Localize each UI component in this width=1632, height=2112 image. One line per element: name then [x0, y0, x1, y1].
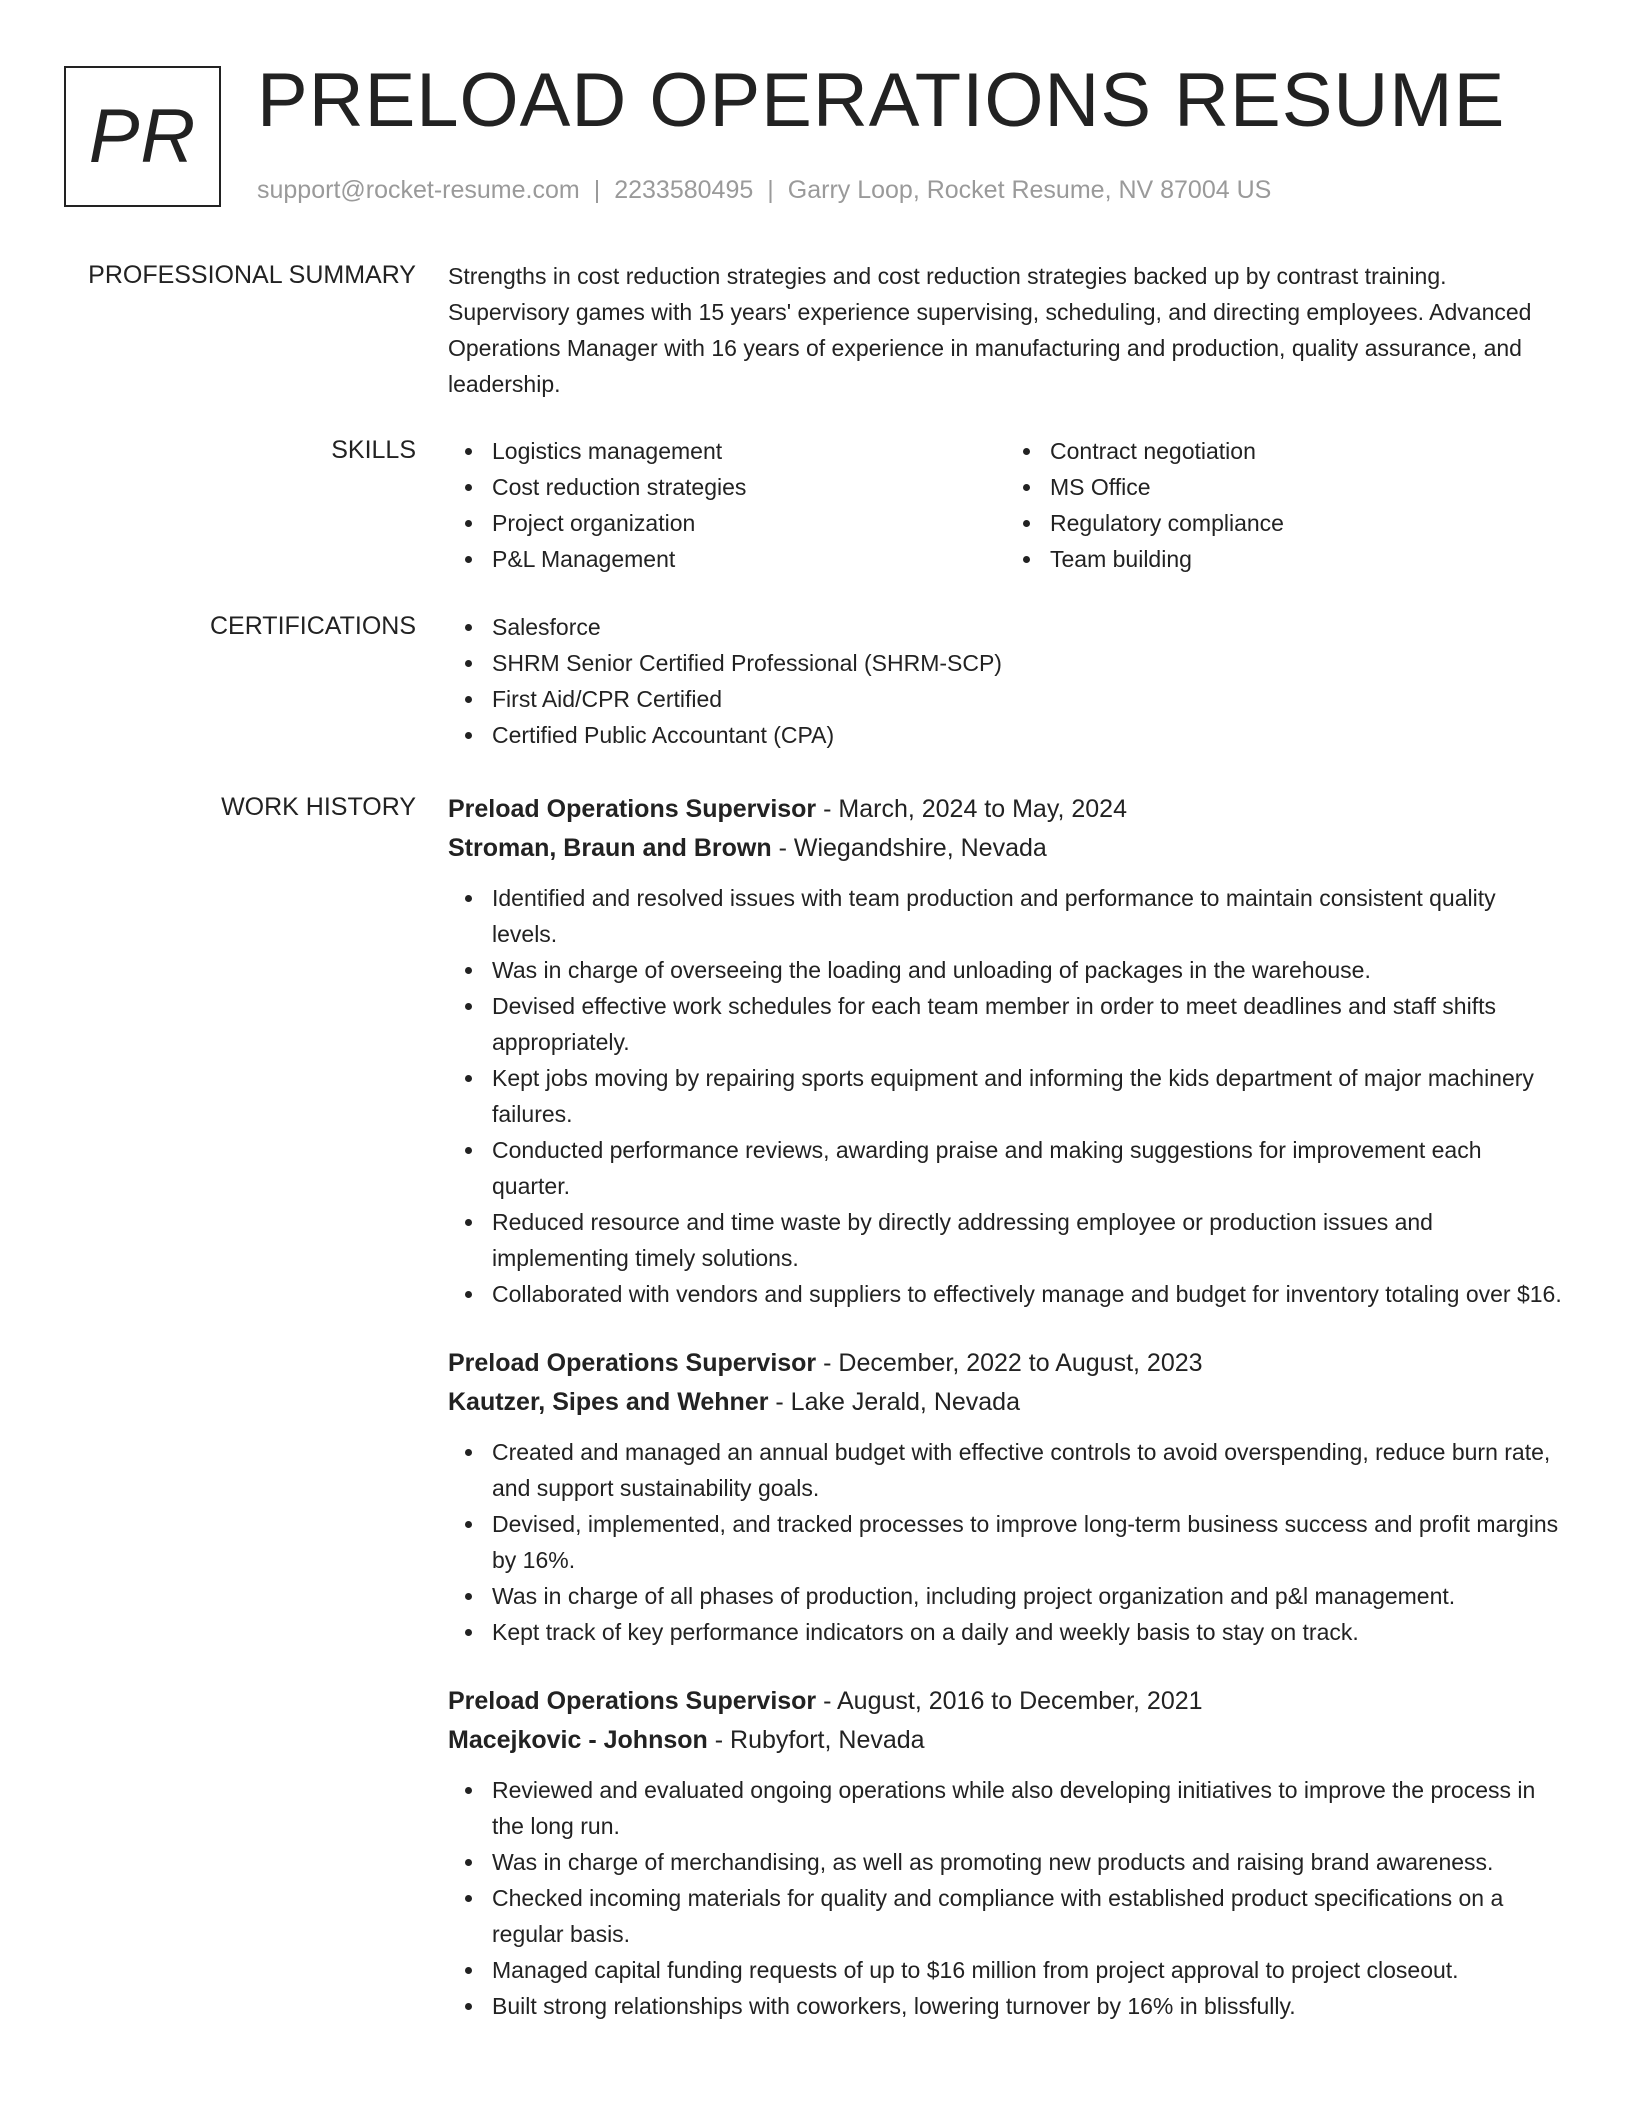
job-duty: Managed capital funding requests of up to $16 million from project approval to project closeout. [492, 1952, 1564, 1988]
job-company-line [448, 829, 1564, 868]
job-title: Preload Operations Supervisor [448, 795, 817, 823]
job-duty: Collaborated with vendors and suppliers to effectively manage and budget for inventory totaling over $16. [492, 1276, 1564, 1312]
job-title-line [448, 1344, 1564, 1383]
skill-item: Contract negotiation [1050, 433, 1564, 469]
job-duty: Checked incoming materials for quality and compliance with established product specifications on a regular basis. [492, 1880, 1564, 1952]
contact-email: support@rocket-resume.com [257, 176, 580, 204]
job-duty: Kept jobs moving by repairing sports equipment and informing the kids department of major machinery failures. [492, 1060, 1564, 1132]
section-label-work-history: WORK HISTORY [221, 793, 416, 821]
skills-list-left [448, 433, 1006, 577]
job-title-line [448, 790, 1564, 829]
job-duty: Identified and resolved issues with team production and performance to maintain consistent quality levels. [492, 880, 1564, 952]
contact-separator: | [767, 176, 774, 204]
job-duty: Reduced resource and time waste by directly addressing employee or production issues and implementing timely solutions. [492, 1204, 1564, 1276]
section-label-summary: PROFESSIONAL SUMMARY [88, 261, 416, 289]
job-duties-list [448, 1772, 1564, 2024]
contact-address: Garry Loop, Rocket Resume, NV 87004 US [787, 176, 1272, 204]
work-history-body [448, 790, 1564, 2056]
skill-item: Cost reduction strategies [492, 469, 1006, 505]
certification-item: Certified Public Accountant (CPA) [492, 717, 1564, 753]
skill-item: Regulatory compliance [1050, 505, 1564, 541]
job-entry [448, 790, 1564, 1312]
skill-item: Team building [1050, 541, 1564, 577]
certifications-list [448, 609, 1564, 753]
skill-item: MS Office [1050, 469, 1564, 505]
job-company-line [448, 1383, 1564, 1422]
summary-body [448, 258, 1564, 402]
job-dates: - August, 2016 to December, 2021 [816, 1687, 1203, 1715]
skills-list-right [1006, 433, 1564, 577]
skills-columns [448, 433, 1564, 577]
job-duty: Was in charge of all phases of production, including project organization and p&l management. [492, 1578, 1564, 1614]
certification-item: First Aid/CPR Certified [492, 681, 1564, 717]
job-company: Stroman, Braun and Brown [448, 834, 772, 862]
section-label-certifications: CERTIFICATIONS [209, 612, 416, 640]
contact-line [257, 173, 1271, 207]
job-duty: Conducted performance reviews, awarding praise and making suggestions for improvement each quarter. [492, 1132, 1564, 1204]
certification-item: Salesforce [492, 609, 1564, 645]
job-company: Kautzer, Sipes and Wehner [448, 1388, 769, 1416]
job-title: Preload Operations Supervisor [448, 1687, 817, 1715]
job-company: Macejkovic - Johnson [448, 1726, 708, 1754]
skill-item: P&L Management [492, 541, 1006, 577]
job-dates: - December, 2022 to August, 2023 [816, 1349, 1203, 1377]
job-entry [448, 1682, 1564, 2024]
section-label-skills: SKILLS [331, 436, 416, 464]
job-company-line [448, 1721, 1564, 1760]
job-duties-list [448, 880, 1564, 1312]
job-location: - Rubyfort, Nevada [707, 1726, 925, 1754]
monogram-badge: PR [64, 66, 221, 207]
contact-phone: 2233580495 [614, 176, 754, 204]
job-duty: Kept track of key performance indicators on a daily and weekly basis to stay on track. [492, 1614, 1564, 1650]
skill-item: Logistics management [492, 433, 1006, 469]
job-duty: Built strong relationships with coworkers, lowering turnover by 16% in blissfully. [492, 1988, 1564, 2024]
job-duties-list [448, 1434, 1564, 1650]
job-duty: Was in charge of overseeing the loading and unloading of packages in the warehouse. [492, 952, 1564, 988]
job-duty: Was in charge of merchandising, as well as promoting new products and raising brand awareness. [492, 1844, 1564, 1880]
skills-body [448, 433, 1564, 577]
job-entry [448, 1344, 1564, 1650]
job-duty: Devised effective work schedules for each team member in order to meet deadlines and staff shifts appropriately. [492, 988, 1564, 1060]
job-location: - Lake Jerald, Nevada [768, 1388, 1020, 1416]
skill-item: Project organization [492, 505, 1006, 541]
resume-title: PRELOAD OPERATIONS RESUME [257, 58, 1506, 143]
job-location: - Wiegandshire, Nevada [771, 834, 1047, 862]
job-dates: - March, 2024 to May, 2024 [816, 795, 1127, 823]
job-title-line [448, 1682, 1564, 1721]
contact-separator: | [593, 176, 601, 204]
job-duty: Created and managed an annual budget with effective controls to avoid overspending, reduce burn rate, and support sustainability goals. [492, 1434, 1564, 1506]
job-title: Preload Operations Supervisor [448, 1349, 817, 1377]
summary-text: Strengths in cost reduction strategies and cost reduction strategies backed up by contrast training. Supervisory games with 15 years' experience supervising, scheduling, and directing employees. Advanced Operations Manager with 16 years of experience in manufacturing and production, quality assurance, and leadership. [448, 263, 1532, 397]
job-duty: Devised, implemented, and tracked processes to improve long-term business success and profit margins by 16%. [492, 1506, 1564, 1578]
certifications-body [448, 609, 1564, 753]
job-duty: Reviewed and evaluated ongoing operations while also developing initiatives to improve the process in the long run. [492, 1772, 1564, 1844]
certification-item: SHRM Senior Certified Professional (SHRM-SCP) [492, 645, 1564, 681]
